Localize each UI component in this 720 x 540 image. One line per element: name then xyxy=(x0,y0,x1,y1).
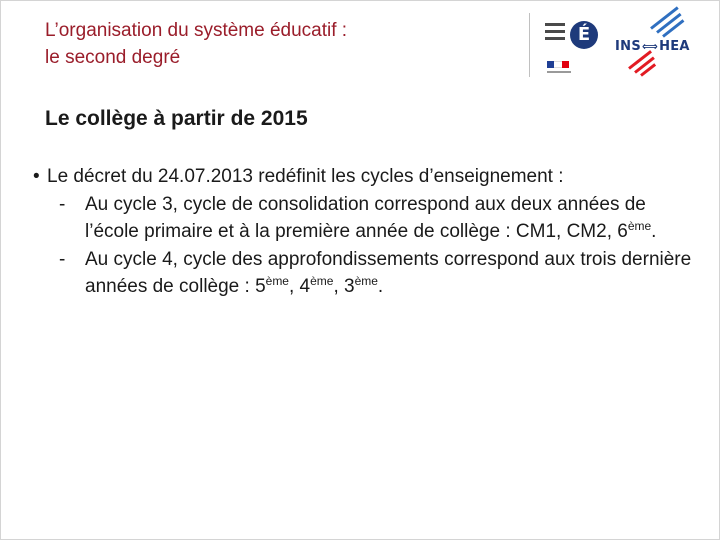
sub-item-tail: . xyxy=(651,221,657,242)
sub-item-text: Au cycle 3, cycle de consolidation correspond aux deux années de l’école primaire et à la première année de collège : CM1, CM2, 6 xyxy=(85,193,646,242)
inshea-left: INS xyxy=(615,39,641,54)
sub-item-cycle3 xyxy=(33,191,693,246)
header-title-line1: L’organisation du système éducatif : xyxy=(45,20,348,41)
logo-e-icon: É xyxy=(570,21,598,49)
bullet-text: Le décret du 24.07.2013 redéfinit les cycles d’enseignement : xyxy=(47,166,564,187)
logo-text-line xyxy=(545,23,565,26)
sub-item-tail: . xyxy=(377,276,384,297)
header-divider xyxy=(529,13,530,77)
dash-marker: - xyxy=(59,193,66,215)
sub-item-mid: , 3 xyxy=(333,276,355,297)
superscript: ème xyxy=(627,219,652,233)
bullet-icon: • xyxy=(33,166,40,187)
superscript: ème xyxy=(354,274,378,288)
header-title-line2: le second degré xyxy=(45,47,181,68)
sub-item-mid: , 4 xyxy=(288,276,311,297)
inshea-right: HEA xyxy=(659,39,690,54)
inshea-logo xyxy=(611,15,701,75)
content-body xyxy=(33,163,693,301)
superscript: ème xyxy=(265,274,289,288)
sub-item-cycle4 xyxy=(33,246,693,301)
sub-item-text: Au cycle 4, cycle des approfondissements correspond aux trois dernière années de collège : 5 xyxy=(85,248,692,297)
logo-text-line xyxy=(545,37,565,40)
header-title xyxy=(45,17,347,71)
bullet-item xyxy=(33,163,693,191)
section-title: Le collège à partir de 2015 xyxy=(45,107,308,130)
superscript: ème xyxy=(310,274,334,288)
education-nationale-logo xyxy=(545,19,601,75)
inshea-wordmark xyxy=(615,39,690,54)
dash-marker: - xyxy=(59,248,66,270)
logo-subline xyxy=(547,71,571,73)
double-arrow-icon: ⟺ xyxy=(641,40,659,53)
logo-text-line xyxy=(545,30,565,33)
logo-stripe xyxy=(662,19,684,37)
french-flag-icon xyxy=(547,61,569,68)
